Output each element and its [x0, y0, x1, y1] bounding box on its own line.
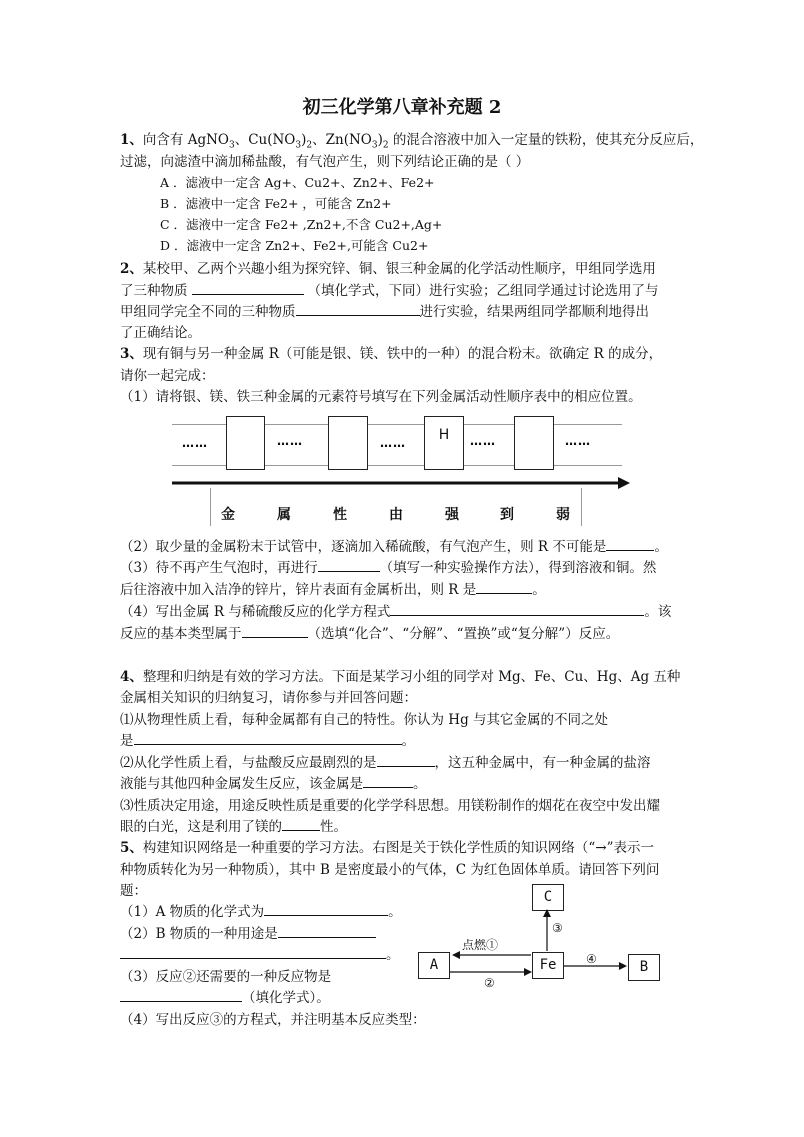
q1-option-b: B ．滤液中一定含 Fe2+ ，可能含 Zn2+ [160, 196, 392, 211]
q5-blank-1[interactable] [264, 902, 388, 916]
q1-option-a: A ．滤液中一定含 Ag+、Cu2+、Zn2+、Fe2+ [160, 175, 435, 190]
q5-blank-3[interactable] [120, 988, 242, 1002]
q4-blank-3[interactable] [282, 817, 320, 831]
order-char-3: 性 [333, 507, 347, 523]
q5-s2: （2）B 物质的一种用途是 [120, 922, 376, 942]
series-h-box [424, 416, 464, 470]
q4-blank-1[interactable] [134, 731, 402, 745]
series-h-label: H [438, 427, 450, 443]
q5-s4: （4）写出反应③的方程式，并注明基本反应类型： [120, 1012, 426, 1028]
q2-blank-1[interactable] [192, 281, 304, 295]
q5-s3-line1: （3）反应②还需要的一种反应物是 [120, 969, 332, 985]
q5-blank-2a[interactable] [278, 924, 376, 938]
q5-line3: 题： [120, 883, 147, 899]
order-char-7: 弱 [556, 507, 570, 523]
q4-p1-line2: 是 。 [120, 733, 415, 749]
series-dots-2: …… [277, 434, 303, 448]
series-dots-4: …… [470, 434, 496, 448]
order-char-4: 由 [389, 507, 403, 523]
series-blank-box-2[interactable] [328, 416, 368, 470]
q4-p2-line1: ⑵从化学性质上看，与盐酸反应最剧烈的是 ，这五种金属中，有一种金属的盐溶 [120, 755, 651, 771]
q4-blank-2b[interactable] [363, 774, 413, 788]
order-char-2: 属 [277, 507, 291, 523]
series-dots-5: …… [565, 434, 591, 448]
q3-line2: 请你一起完成： [120, 368, 215, 384]
q4-p3-line1: ⑶性质决定用途，用途反映性质是重要的化学学科思想。用镁粉制作的烟花在夜空中发出耀 [120, 798, 660, 814]
q2-line3: 甲组同学完全不同的三种物质 进行实验，结果两组同学都顺利地得出 [120, 304, 649, 320]
q3-sub4-line1: （4）写出金属 R 与稀硫酸反应的化学方程式 。该 [120, 604, 672, 620]
q3-blank-3a[interactable] [318, 558, 380, 572]
q1-number: 1、 [120, 132, 143, 148]
q2-line1: 2、某校甲、乙两个兴趣小组为探究锌、铜、银三种金属的化学活动性顺序，甲组同学选用 [120, 261, 656, 277]
series-blank-box-1[interactable] [226, 416, 265, 470]
q5-s2-cont: 。 [120, 943, 400, 963]
q3-blank-4a[interactable] [390, 602, 644, 616]
node-b: B [628, 954, 660, 981]
q4-p1-line1: ⑴从物理性质上看，每种金属都有自己的特性。你认为 Hg 与其它金属的不同之处 [120, 712, 608, 728]
node-a: A [418, 952, 450, 979]
label-3: ③ [552, 921, 563, 935]
q4-line2: 金属相关知识的归纳复习，请你参与并回答问题： [120, 690, 417, 706]
q4-blank-2a[interactable] [377, 753, 435, 767]
q5-line1: 5、构建知识网络是一种重要的学习方法。右图是关于铁化学性质的知识网络（“→”表示一 [120, 840, 655, 856]
q3-blank-2[interactable] [606, 537, 654, 551]
q5-s1: （1）A 物质的化学式为 。 [120, 904, 402, 920]
q3-sub2: （2）取少量的金属粉末于试管中，逐滴加入稀硫酸，有气泡产生，则 R 不可能是 。 [120, 539, 668, 555]
q1-line1: 1、向含有 AgNO$_3$、$Cu(NO_3)_2$、$Zn(NO_3)_2$ 的混合溶液中加入一定量的铁粉，使其充分反应后， [120, 132, 704, 151]
q3-line1: 3、现有铜与另一种金属 R（可能是银、镁、铁中的一种）的混合粉末。欲确定 R 的成分， [120, 346, 663, 362]
q4-line1: 4、整理和归纳是有效的学习方法。下面是某学习小组的同学对 Mg、Fe、Cu、Hg、Ag 五种 [120, 669, 681, 685]
page-title: 初三化学第八章补充题 2 [302, 97, 502, 118]
q3-sub4-line2: 反应的基本类型属于 （选填“化合”、“分解”、“置换”或“复分解”）反应。 [120, 626, 620, 642]
q5-blank-2b[interactable] [120, 945, 386, 959]
label-2: ② [484, 976, 495, 990]
q1-option-c: C ．滤液中一定含 Fe2+ ,Zn2+,不含 Cu2+,Ag+ [160, 217, 443, 232]
q4-p2-line2: 液能与其他四种金属发生反应，该金属是 。 [120, 776, 427, 792]
series-dots-3: …… [380, 436, 406, 450]
q3-sub1: （1）请将银、镁、铁三种金属的元素符号填写在下列金属活动性顺序表中的相应位置。 [120, 389, 642, 405]
node-fe: Fe [532, 952, 564, 979]
order-char-1: 金 [221, 507, 235, 523]
order-char-6: 到 [500, 507, 514, 523]
q1-line2: 过滤，向滤渣中滴加稀盐酸，有气泡产生，则下列结论正确的是（ ） [120, 154, 530, 170]
q4-p3-line2: 眼的白光，这是利用了镁的 性。 [120, 819, 347, 835]
q5-s3-line2: （填化学式）。 [120, 986, 330, 1006]
q2-line2: 了三种物质 （填化学式，下同）进行实验；乙组同学通过讨论选用了与 [120, 283, 659, 299]
q3-blank-4b[interactable] [242, 624, 308, 638]
series-dots-1: …… [182, 436, 208, 450]
q2-line4: 了正确结论。 [120, 325, 201, 341]
q5-line2: 种物质转化为另一种物质），其中 B 是密度最小的气体，C 为红色固体单质。请回答下列问 [120, 862, 660, 878]
q2-blank-2[interactable] [296, 302, 420, 316]
q1-option-d: D ．滤液中一定含 Zn2+、Fe2+,可能含 Cu2+ [160, 238, 429, 253]
q3-blank-3b[interactable] [476, 580, 532, 594]
q3-sub3-line1: （3）待不再产生气泡时，再进行 （填写一种实验操作方法），得到溶液和铜。然 [120, 560, 657, 576]
order-char-5: 强 [445, 507, 459, 523]
q3-sub3-line2: 后往溶液中加入洁净的锌片，锌片表面有金属析出，则 R 是 。 [120, 582, 546, 598]
node-c: C [532, 884, 564, 911]
label-4: ④ [586, 952, 597, 966]
label-ignite-1: 点燃① [462, 938, 499, 952]
series-blank-box-3[interactable] [514, 416, 554, 470]
